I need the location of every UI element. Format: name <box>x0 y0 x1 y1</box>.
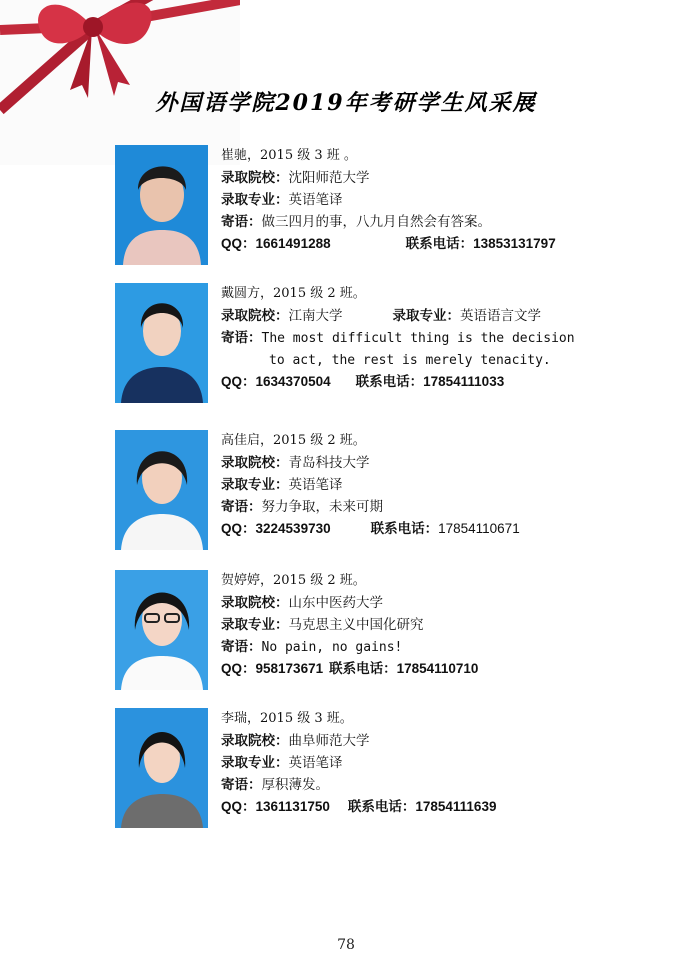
major-value: 马克思主义中国化研究 <box>288 617 424 633</box>
student-photo <box>115 145 208 265</box>
qq-value: 3224539730 <box>255 521 331 536</box>
message-label: 寄语： <box>221 499 262 515</box>
school-label: 录取院校： <box>221 595 289 611</box>
student-photo <box>115 283 208 403</box>
student-name: 李瑞，2015 级 3 班。 <box>221 711 353 726</box>
phone-value: 13853131797 <box>473 236 556 251</box>
major-label: 录取专业： <box>221 477 289 493</box>
school-value: 曲阜师范大学 <box>288 733 370 749</box>
phone-label: 联系电话： <box>405 236 474 251</box>
message-label: 寄语： <box>221 214 262 230</box>
school-label: 录取院校： <box>221 308 289 324</box>
school-label: 录取院校： <box>221 733 289 749</box>
school-value: 江南大学 <box>288 308 343 324</box>
page-number: 78 <box>337 937 355 953</box>
major-value: 英语笔译 <box>288 477 343 493</box>
message-value: 做三四月的事，八九月自然会有答案。 <box>261 214 491 230</box>
message-value: 厚积薄发。 <box>261 777 329 793</box>
school-value: 山东中医药大学 <box>288 595 383 611</box>
student-name: 崔驰，2015 级 3 班 。 <box>221 148 357 163</box>
major-value: 英语笔译 <box>288 192 343 208</box>
student-photo <box>115 708 208 828</box>
phone-label: 联系电话： <box>347 799 416 814</box>
major-label: 录取专业： <box>221 192 289 208</box>
school-value: 沈阳师范大学 <box>288 170 370 186</box>
message-value: No pain, no gains! <box>261 640 403 655</box>
phone-value: 17854111639 <box>415 799 497 814</box>
qq-value: 1634370504 <box>255 374 331 389</box>
major-value: 英语语言文学 <box>460 308 541 324</box>
qq-label: QQ： <box>221 236 256 251</box>
qq-label: QQ： <box>221 661 256 676</box>
student-name: 高佳启，2015 级 2 班。 <box>221 433 366 448</box>
student-photo <box>115 570 208 690</box>
phone-label: 联系电话： <box>329 661 397 676</box>
major-value: 英语笔译 <box>288 755 343 771</box>
page-title: 外国语学院2019年考研学生风采展 <box>155 90 537 116</box>
qq-label: QQ： <box>221 521 256 536</box>
major-label: 录取专业： <box>221 755 289 771</box>
ribbon-bow-decoration <box>0 0 240 165</box>
qq-label: QQ： <box>221 799 256 814</box>
school-label: 录取院校： <box>221 455 289 471</box>
qq-label: QQ： <box>221 374 256 389</box>
phone-label: 联系电话： <box>355 374 424 389</box>
student-photo <box>115 430 208 550</box>
school-label: 录取院校： <box>221 170 289 186</box>
student-name: 贺婷婷，2015 级 2 班。 <box>221 573 366 588</box>
phone-value: 17854111033 <box>423 374 505 389</box>
qq-value: 1661491288 <box>255 236 331 251</box>
qq-value: 958173671 <box>255 661 324 676</box>
message-value: The most difficult thing is the decision <box>261 331 575 346</box>
major-label: 录取专业： <box>392 308 460 324</box>
major-label: 录取专业： <box>221 617 289 633</box>
school-value: 青岛科技大学 <box>288 455 370 471</box>
message-value-continued: to act, the rest is merely tenacity. <box>269 353 551 368</box>
phone-value: 17854110671 <box>438 521 520 536</box>
phone-value: 17854110710 <box>396 661 479 676</box>
message-label: 寄语： <box>221 777 262 793</box>
message-label: 寄语： <box>221 330 262 346</box>
message-label: 寄语： <box>221 639 262 655</box>
message-value: 努力争取，未来可期 <box>261 499 383 515</box>
student-name: 戴圆方，2015 级 2 班。 <box>221 286 366 301</box>
qq-value: 1361131750 <box>255 799 330 814</box>
phone-label: 联系电话： <box>370 521 439 536</box>
